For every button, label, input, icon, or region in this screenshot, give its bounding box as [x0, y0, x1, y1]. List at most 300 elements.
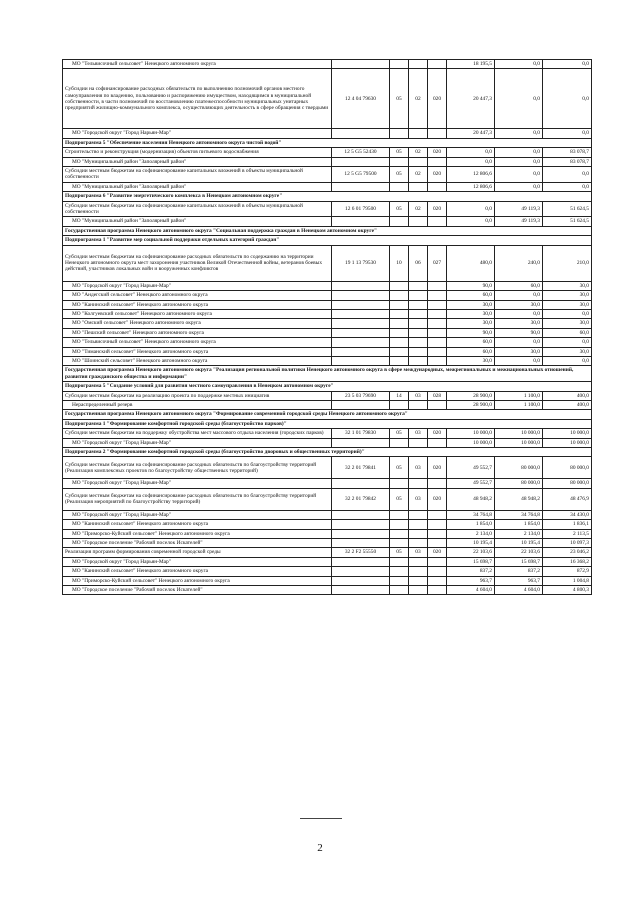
- row-value-year3: 30,0: [543, 347, 592, 356]
- recipient-row: [63, 300, 592, 309]
- section-title: Государственная программа Ненецкого автономного округа "Формирование современной городской среды Ненецкого автономного округа": [63, 410, 592, 419]
- row-value-year3: 34 430,0: [543, 510, 592, 519]
- row-value-year2: 1 100,0: [495, 400, 543, 409]
- row-section: [390, 319, 409, 328]
- recipient-row: [63, 347, 592, 356]
- row-code: [332, 338, 390, 347]
- recipient-row: [63, 182, 592, 191]
- row-name: МО "Пешский сельсовет" Ненецкого автономного округа: [63, 328, 332, 337]
- row-code: [332, 291, 390, 300]
- row-value-year1: 48 948,2: [447, 488, 495, 510]
- row-section: 05: [390, 488, 409, 510]
- page-number-rule: [300, 818, 342, 819]
- row-expense-type: [428, 157, 447, 166]
- row-expense-type: [428, 557, 447, 566]
- row-expense-type: [428, 300, 447, 309]
- row-value-year1: 30,0: [447, 300, 495, 309]
- row-name: МО "Городское поселение "Рабочий поселок Искателей": [63, 539, 332, 548]
- row-value-year2: 30,0: [495, 347, 543, 356]
- row-name: Субсидии местным бюджетам на софинансирование расходных обязательств по благоустройству территорий (Реализация комплексных проектов по благоустройству общественных территорий): [63, 457, 332, 479]
- row-name: Субсидии местным бюджетам на софинансирование капитальных вложений в объекты муниципальной собственности: [63, 167, 332, 183]
- row-value-year1: 15 698,7: [447, 557, 495, 566]
- row-code: [332, 529, 390, 538]
- row-subsection: 03: [409, 391, 428, 400]
- row-section: [390, 529, 409, 538]
- row-value-year3: 872,9: [543, 567, 592, 576]
- recipient-row: [63, 479, 592, 488]
- row-value-year1: 30,0: [447, 319, 495, 328]
- row-expense-type: [428, 309, 447, 318]
- recipient-row: [63, 281, 592, 290]
- row-value-year3: 10 000,0: [543, 438, 592, 447]
- row-subsection: 02: [409, 167, 428, 183]
- row-name: МО "Муниципальный район "Заполярный район": [63, 217, 332, 226]
- row-value-year1: 28 900,0: [447, 391, 495, 400]
- row-section: [390, 157, 409, 166]
- row-name: Субсидии местным бюджетам на реализацию проекта по поддержке местных инициатив: [63, 391, 332, 400]
- row-value-year1: 20 447,3: [447, 129, 495, 138]
- row-code: [332, 300, 390, 309]
- row-value-year3: 0,0: [543, 60, 592, 69]
- row-value-year3: 0,0: [543, 356, 592, 365]
- row-section: [390, 338, 409, 347]
- row-value-year1: 2 134,0: [447, 529, 495, 538]
- row-section: [390, 520, 409, 529]
- row-expense-type: [428, 291, 447, 300]
- section-header-row: [63, 226, 592, 235]
- section-title: Подпрограмма 6 "Развитие энергетического комплекса в Ненецком автономном округе": [63, 192, 592, 201]
- row-value-year1: 963,7: [447, 576, 495, 585]
- row-name: МО "Омский сельсовет" Ненецкого автономного округа: [63, 319, 332, 328]
- row-expense-type: [428, 60, 447, 69]
- row-subsection: [409, 586, 428, 595]
- row-name: МО "Тиманский сельсовет" Ненецкого автономного округа: [63, 347, 332, 356]
- row-subsection: [409, 300, 428, 309]
- row-value-year3: 2 113,5: [543, 529, 592, 538]
- section-header-row: [63, 236, 592, 245]
- row-expense-type: 020: [428, 457, 447, 479]
- recipient-row: [63, 510, 592, 519]
- row-value-year3: 48 476,9: [543, 488, 592, 510]
- row-subsection: 03: [409, 488, 428, 510]
- row-section: [390, 217, 409, 226]
- row-value-year2: 90,0: [495, 328, 543, 337]
- row-value-year2: 34 764,8: [495, 510, 543, 519]
- row-value-year3: 0,0: [543, 338, 592, 347]
- row-value-year2: 837,2: [495, 567, 543, 576]
- row-code: [332, 576, 390, 585]
- row-subsection: [409, 338, 428, 347]
- row-value-year1: 0,0: [447, 217, 495, 226]
- recipient-row: [63, 576, 592, 585]
- row-value-year3: 30,0: [543, 281, 592, 290]
- row-subsection: [409, 291, 428, 300]
- row-expense-type: [428, 347, 447, 356]
- recipient-row: [63, 291, 592, 300]
- row-subsection: 02: [409, 69, 428, 129]
- row-code: 12 6 01 79500: [332, 201, 390, 217]
- row-value-year1: 90,0: [447, 281, 495, 290]
- row-value-year2: 0,0: [495, 167, 543, 183]
- row-subsection: 03: [409, 548, 428, 557]
- row-value-year2: 10 195,4: [495, 539, 543, 548]
- table-row: [63, 167, 592, 183]
- section-title: Подпрограмма 1 "Формирование комфортной городской среды (благоустройство парков)": [63, 419, 592, 428]
- row-name: МО "Городское поселение "Рабочий поселок Искателей": [63, 586, 332, 595]
- row-value-year1: 10 195,4: [447, 539, 495, 548]
- section-header-row: [63, 410, 592, 419]
- row-expense-type: [428, 182, 447, 191]
- budget-table: [62, 59, 592, 595]
- row-subsection: [409, 438, 428, 447]
- row-section: [390, 438, 409, 447]
- row-value-year2: 2 134,0: [495, 529, 543, 538]
- row-value-year3: 1 836,1: [543, 520, 592, 529]
- row-name: МО "Шоинский сельсовет" Ненецкого автономного округа: [63, 356, 332, 365]
- row-value-year1: 0,0: [447, 201, 495, 217]
- row-section: [390, 347, 409, 356]
- row-name: МО "Городской округ "Город Нарьян-Мар": [63, 510, 332, 519]
- row-code: [332, 60, 390, 69]
- row-section: [390, 576, 409, 585]
- row-value-year3: 210,0: [543, 245, 592, 281]
- recipient-row: [63, 157, 592, 166]
- row-value-year3: 4 800,3: [543, 586, 592, 595]
- row-subsection: 06: [409, 245, 428, 281]
- row-section: [390, 291, 409, 300]
- row-subsection: 02: [409, 201, 428, 217]
- row-value-year3: 0,0: [543, 182, 592, 191]
- row-value-year2: 15 698,7: [495, 557, 543, 566]
- row-value-year3: 51 624,5: [543, 217, 592, 226]
- recipient-row: [63, 520, 592, 529]
- row-name: МО "Городской округ "Город Нарьян-Мар": [63, 557, 332, 566]
- row-value-year1: 20 447,3: [447, 69, 495, 129]
- row-value-year3: 10 000,0: [543, 429, 592, 438]
- row-subsection: [409, 529, 428, 538]
- row-subsection: [409, 157, 428, 166]
- row-name: МО "Канинский сельсовет" Ненецкого автономного округа: [63, 567, 332, 576]
- section-header-row: [63, 448, 592, 457]
- row-value-year1: 60,0: [447, 338, 495, 347]
- row-subsection: [409, 576, 428, 585]
- table-row: [63, 245, 592, 281]
- recipient-row: [63, 356, 592, 365]
- row-section: [390, 557, 409, 566]
- row-name: МО "Городской округ "Город Нарьян-Мар": [63, 479, 332, 488]
- row-value-year2: 48 948,2: [495, 488, 543, 510]
- row-code: [332, 157, 390, 166]
- row-value-year3: 80 000,0: [543, 479, 592, 488]
- row-expense-type: [428, 338, 447, 347]
- row-value-year2: 10 000,0: [495, 429, 543, 438]
- row-expense-type: 020: [428, 69, 447, 129]
- row-expense-type: [428, 356, 447, 365]
- row-value-year2: 0,0: [495, 182, 543, 191]
- row-value-year3: 16 368,2: [543, 557, 592, 566]
- recipient-row: [63, 309, 592, 318]
- row-value-year2: 1 854,0: [495, 520, 543, 529]
- section-title: Подпрограмма 5 "Создание условий для развития местного самоуправления в Ненецком автономном округе": [63, 382, 592, 391]
- row-subsection: 03: [409, 429, 428, 438]
- row-code: 32 1 01 79830: [332, 429, 390, 438]
- row-code: [332, 217, 390, 226]
- row-code: 12 5 G5 79500: [332, 167, 390, 183]
- row-code: 19 1 13 79530: [332, 245, 390, 281]
- row-code: 32 2 01 79841: [332, 457, 390, 479]
- recipient-row: [63, 319, 592, 328]
- row-value-year3: 0,0: [543, 309, 592, 318]
- row-section: 05: [390, 548, 409, 557]
- row-value-year2: 0,0: [495, 157, 543, 166]
- row-name: Нераспределенный резерв: [63, 400, 332, 409]
- section-header-row: [63, 419, 592, 428]
- row-name: МО "Городской округ "Город Нарьян-Мар": [63, 129, 332, 138]
- row-name: МО "Тельвисочный сельсовет" Ненецкого автономного округа: [63, 338, 332, 347]
- row-value-year1: 12 806,6: [447, 167, 495, 183]
- row-subsection: [409, 347, 428, 356]
- recipient-row: [63, 328, 592, 337]
- row-section: [390, 328, 409, 337]
- row-name: Субсидии местным бюджетам на поддержку обустройства мест массового отдыха населения (городских парков): [63, 429, 332, 438]
- row-subsection: [409, 520, 428, 529]
- row-section: 05: [390, 69, 409, 129]
- row-value-year1: 60,0: [447, 347, 495, 356]
- row-subsection: [409, 557, 428, 566]
- row-value-year2: 0,0: [495, 356, 543, 365]
- row-code: 12 5 G5 52430: [332, 148, 390, 157]
- row-code: [332, 510, 390, 519]
- row-value-year1: 10 000,0: [447, 429, 495, 438]
- recipient-row: [63, 60, 592, 69]
- row-value-year1: 90,0: [447, 328, 495, 337]
- row-subsection: [409, 539, 428, 548]
- recipient-row: [63, 567, 592, 576]
- row-section: [390, 510, 409, 519]
- row-value-year2: 1 100,0: [495, 391, 543, 400]
- table-row: [63, 69, 592, 129]
- row-section: [390, 356, 409, 365]
- row-code: [332, 281, 390, 290]
- row-value-year2: 60,0: [495, 281, 543, 290]
- row-section: 05: [390, 167, 409, 183]
- row-subsection: [409, 309, 428, 318]
- row-section: 05: [390, 429, 409, 438]
- row-expense-type: [428, 479, 447, 488]
- row-subsection: [409, 356, 428, 365]
- row-name: МО "Приморско-Куйский сельсовет" Ненецкого автономного округа: [63, 576, 332, 585]
- row-value-year2: 22 103,6: [495, 548, 543, 557]
- row-name: Субсидии на софинансирование расходных обязательств по выполнению полномочий органов местного самоуправления по владению, пользованию и распоряжению имуществом, находящимся в муниципальной собственности, в части полномочий по восстановлению платежеспособности муниципальных унитарных предприятий жилищно-коммунального комплекса, осуществляющих деятельность в сфере обращения с твердыми: [63, 69, 332, 129]
- row-section: 14: [390, 391, 409, 400]
- row-value-year2: 0,0: [495, 291, 543, 300]
- row-expense-type: [428, 438, 447, 447]
- row-section: 10: [390, 245, 409, 281]
- table-row: [63, 148, 592, 157]
- table-row: [63, 201, 592, 217]
- row-name: МО "Городской округ "Город Нарьян-Мар": [63, 438, 332, 447]
- budget-table-body: [63, 60, 592, 595]
- row-section: 05: [390, 457, 409, 479]
- row-code: [332, 347, 390, 356]
- row-value-year1: 49 552,7: [447, 457, 495, 479]
- row-subsection: [409, 400, 428, 409]
- row-expense-type: [428, 328, 447, 337]
- row-value-year2: 80 000,0: [495, 479, 543, 488]
- row-subsection: [409, 60, 428, 69]
- row-expense-type: [428, 281, 447, 290]
- row-section: 05: [390, 148, 409, 157]
- row-name: МО "Муниципальный район "Заполярный район": [63, 182, 332, 191]
- row-value-year2: 49 119,3: [495, 201, 543, 217]
- row-value-year1: 0,0: [447, 148, 495, 157]
- row-section: [390, 586, 409, 595]
- row-code: [332, 479, 390, 488]
- row-expense-type: [428, 529, 447, 538]
- row-value-year3: 80 000,0: [543, 457, 592, 479]
- row-value-year1: 1 854,0: [447, 520, 495, 529]
- row-name: Субсидии местным бюджетам на софинансирование расходных обязательств по благоустройству территорий (Реализация мероприятий по благоустройству территорий): [63, 488, 332, 510]
- row-value-year2: 963,7: [495, 576, 543, 585]
- table-row: [63, 548, 592, 557]
- row-section: [390, 539, 409, 548]
- row-code: [332, 567, 390, 576]
- recipient-row: [63, 217, 592, 226]
- row-expense-type: [428, 129, 447, 138]
- row-name: МО "Колгуевский сельсовет" Ненецкого автономного округа: [63, 309, 332, 318]
- table-row: [63, 429, 592, 438]
- recipient-row: [63, 539, 592, 548]
- row-name: МО "Городской округ "Город Нарьян-Мар": [63, 281, 332, 290]
- row-value-year2: 0,0: [495, 338, 543, 347]
- row-code: [332, 356, 390, 365]
- row-value-year1: 30,0: [447, 356, 495, 365]
- row-expense-type: [428, 539, 447, 548]
- row-value-year2: 80 000,0: [495, 457, 543, 479]
- row-subsection: [409, 217, 428, 226]
- row-code: [332, 520, 390, 529]
- section-title: Подпрограмма 5 "Обеспечение населения Ненецкого автономного округа чистой водой": [63, 138, 592, 147]
- row-value-year3: 0,0: [543, 167, 592, 183]
- row-code: 32 2 01 79842: [332, 488, 390, 510]
- row-code: [332, 557, 390, 566]
- row-code: 32 2 F2 55550: [332, 548, 390, 557]
- row-value-year3: 23 046,2: [543, 548, 592, 557]
- row-name: МО "Муниципальный район "Заполярный район": [63, 157, 332, 166]
- row-expense-type: [428, 319, 447, 328]
- row-section: [390, 182, 409, 191]
- row-value-year3: 83 078,7: [543, 148, 592, 157]
- row-name: Реализация программ формирования современной городской среды: [63, 548, 332, 557]
- row-section: [390, 129, 409, 138]
- row-value-year3: 30,0: [543, 300, 592, 309]
- row-code: [332, 309, 390, 318]
- row-expense-type: 020: [428, 429, 447, 438]
- row-name: МО "Канинский сельсовет" Ненецкого автономного округа: [63, 520, 332, 529]
- row-code: [332, 400, 390, 409]
- row-value-year2: 10 000,0: [495, 438, 543, 447]
- section-title: Подпрограмма 2 "Формирование комфортной городской среды (благоустройство дворовых и общественных территорий)": [63, 448, 592, 457]
- row-value-year1: 18 195,5: [447, 60, 495, 69]
- row-name: МО "Андегский сельсовет" Ненецкого автономного округа: [63, 291, 332, 300]
- recipient-row: [63, 586, 592, 595]
- row-subsection: [409, 182, 428, 191]
- row-value-year3: 0,0: [543, 69, 592, 129]
- row-value-year1: 60,0: [447, 291, 495, 300]
- row-value-year3: 83 078,7: [543, 157, 592, 166]
- row-value-year2: 0,0: [495, 60, 543, 69]
- row-value-year2: 4 604,0: [495, 586, 543, 595]
- row-value-year1: 34 764,8: [447, 510, 495, 519]
- row-name: МО "Приморско-Куйский сельсовет" Ненецкого автономного округа: [63, 529, 332, 538]
- row-name: МО "Канинский сельсовет" Ненецкого автономного округа: [63, 300, 332, 309]
- row-subsection: [409, 328, 428, 337]
- row-expense-type: 020: [428, 488, 447, 510]
- row-value-year3: 30,0: [543, 291, 592, 300]
- row-value-year2: 30,0: [495, 319, 543, 328]
- row-code: 23 5 03 79690: [332, 391, 390, 400]
- row-code: 12 4 04 79630: [332, 69, 390, 129]
- recipient-row: [63, 338, 592, 347]
- table-row: [63, 391, 592, 400]
- row-section: [390, 479, 409, 488]
- row-subsection: [409, 319, 428, 328]
- row-subsection: [409, 567, 428, 576]
- row-name: Строительство и реконструкция (модернизация) объектов питьевого водоснабжения: [63, 148, 332, 157]
- section-title: Подпрограмма 1 "Развитие мер социальной поддержки отдельных категорий граждан": [63, 236, 592, 245]
- row-expense-type: [428, 576, 447, 585]
- row-expense-type: [428, 567, 447, 576]
- row-value-year2: 30,0: [495, 300, 543, 309]
- row-value-year2: 240,0: [495, 245, 543, 281]
- recipient-row: [63, 529, 592, 538]
- row-value-year3: 51 624,5: [543, 201, 592, 217]
- row-value-year3: 1 004,8: [543, 576, 592, 585]
- row-code: [332, 438, 390, 447]
- row-subsection: [409, 510, 428, 519]
- row-section: 05: [390, 201, 409, 217]
- row-expense-type: [428, 510, 447, 519]
- section-header-row: [63, 138, 592, 147]
- row-value-year1: 12 806,6: [447, 182, 495, 191]
- row-section: [390, 60, 409, 69]
- row-code: [332, 182, 390, 191]
- row-section: [390, 567, 409, 576]
- recipient-row: [63, 129, 592, 138]
- row-name: Субсидии местным бюджетам на софинансирование расходных обязательств по содержанию на территории Ненецкого автономного округа мест захоронения участников Великой Отечественной войны, ветеранов боевых действий, участников локальных войн и вооруженных конфликтов: [63, 245, 332, 281]
- row-subsection: 03: [409, 457, 428, 479]
- row-expense-type: 020: [428, 201, 447, 217]
- row-value-year2: 0,0: [495, 309, 543, 318]
- row-value-year2: 0,0: [495, 129, 543, 138]
- row-value-year1: 480,0: [447, 245, 495, 281]
- row-subsection: [409, 479, 428, 488]
- row-section: [390, 300, 409, 309]
- row-expense-type: 020: [428, 167, 447, 183]
- row-value-year3: 400,0: [543, 400, 592, 409]
- row-value-year1: 49 552,7: [447, 479, 495, 488]
- table-row: [63, 488, 592, 510]
- table-row: [63, 457, 592, 479]
- row-value-year1: 0,0: [447, 157, 495, 166]
- row-subsection: 02: [409, 148, 428, 157]
- section-title: Государственная программа Ненецкого автономного округа "Социальная поддержка граждан в Ненецком автономном округе": [63, 226, 592, 235]
- page-number: 2: [317, 842, 323, 854]
- recipient-row: [63, 400, 592, 409]
- row-value-year1: 10 000,0: [447, 438, 495, 447]
- row-value-year2: 49 119,3: [495, 217, 543, 226]
- recipient-row: [63, 438, 592, 447]
